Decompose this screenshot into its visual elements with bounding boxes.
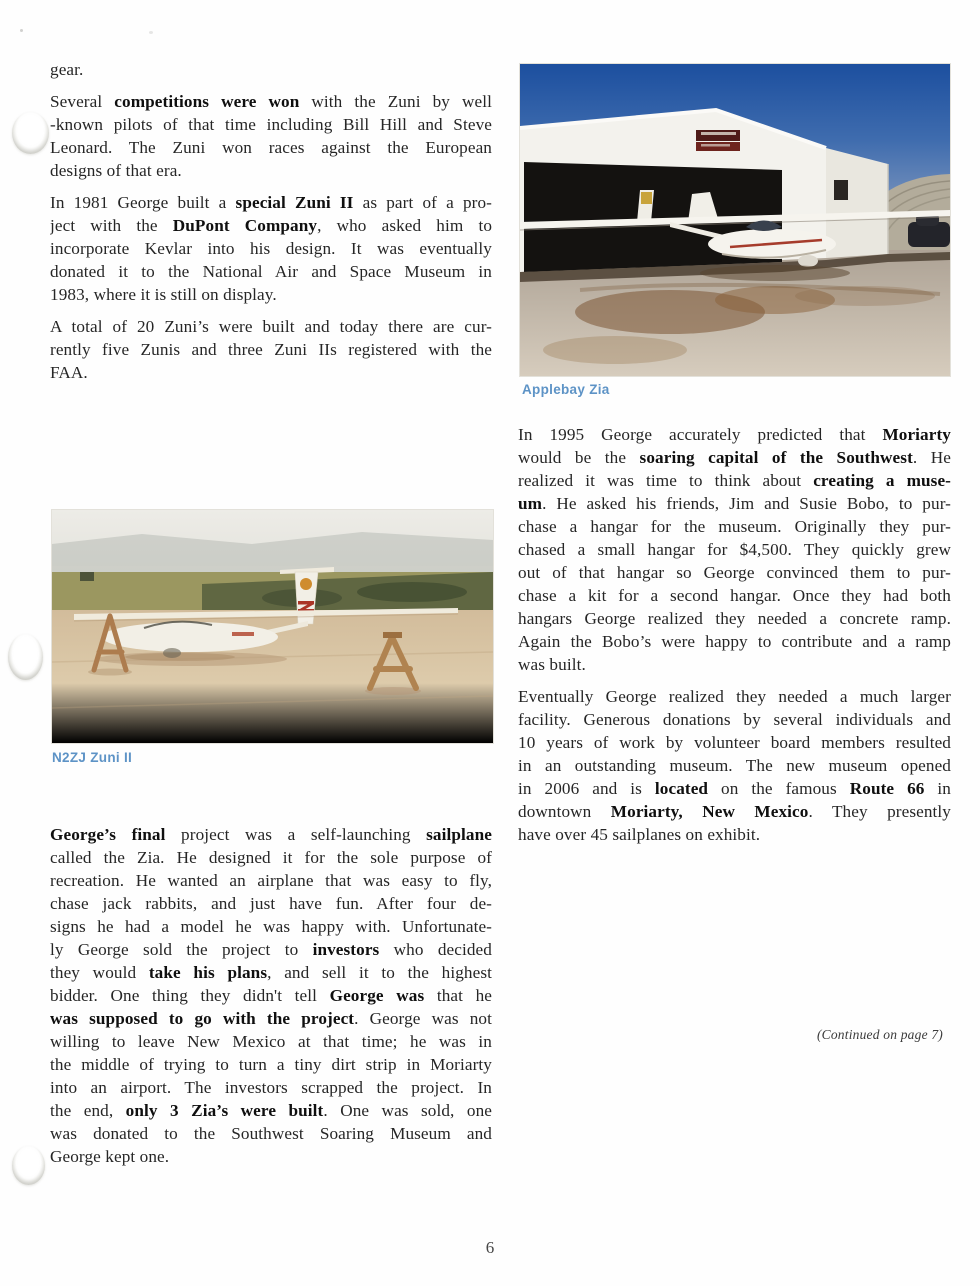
photo-caption-zuni: N2ZJ Zuni II: [52, 750, 133, 765]
text-line: was donated to the Southwest Soaring Museum and: [50, 1124, 492, 1143]
paragraph-zuni-total: [50, 315, 492, 384]
text-line: the middle of trying to turn a tiny dirt strip in Moriarty: [50, 1055, 492, 1074]
scan-speck: [20, 29, 23, 32]
paragraph-museum: [518, 423, 951, 676]
text-line: chase jack rabbits, and just have fun. After four de-: [50, 894, 492, 913]
text-line: In 1995 George accurately predicted that Moriarty: [518, 425, 951, 444]
text-line: chase a hangar for the museum. Originally they pur-: [518, 517, 951, 536]
text-line: Again the Bobo’s were happy to contribute and a ramp: [518, 632, 951, 651]
text-line: um. He asked his friends, Jim and Susie Bobo, to pur-: [518, 494, 951, 513]
photo-caption-zia: Applebay Zia: [522, 382, 610, 397]
text-line: hangars George realized they needed a concrete ramp.: [518, 609, 951, 628]
text-line: incorporate Kevlar into his design. It was eventually: [50, 239, 492, 258]
text-line: the end, only 3 Zia’s were built. One was sold, one: [50, 1101, 492, 1120]
text-line: recreation. He wanted an airplane that was easy to fly,: [50, 871, 492, 890]
text-line: donated it to the National Air and Space Museum in: [50, 262, 492, 281]
photo-applebay-zia-illustration: [520, 64, 950, 376]
binder-hole-middle: [8, 634, 43, 680]
text-line: would be the soaring capital of the Southwest. He: [518, 448, 951, 467]
photo-n2zj-zuni-ii-illustration: [52, 510, 493, 743]
text-line: into an airport. The investors scrapped the project. In: [50, 1078, 492, 1097]
text-line: facility. Generous donations by several individuals and: [518, 710, 951, 729]
field-and-brush: [52, 572, 493, 614]
text-line: bidder. One thing they didn't tell George was that he: [50, 986, 492, 1005]
text-line: chase a kit for a second hangar. Once they had both: [518, 586, 951, 605]
text-line: was built.: [518, 655, 586, 674]
text-line: George’s final project was a self-launching sailplane: [50, 825, 492, 844]
text-line: ly George sold the project to investors who decided: [50, 940, 492, 959]
text-line: FAA.: [50, 363, 88, 382]
left-column-upper-text: [50, 58, 492, 393]
photo-n2zj-zuni-ii: [52, 510, 493, 743]
text-line: In 1981 George built a special Zuni II as part of a pro-: [50, 193, 492, 212]
binder-hole-bottom: [12, 1146, 45, 1185]
paragraph-competitions: [50, 90, 492, 182]
left-column-lower-text: [50, 823, 492, 1177]
photo-applebay-zia: [520, 64, 950, 376]
continued-note: (Continued on page 7): [816, 1027, 943, 1042]
text-line: ject with the DuPont Company, who asked him to: [50, 216, 492, 235]
text-line: Several competitions were won with the Zuni by well: [50, 92, 492, 111]
paragraph-facility: [518, 685, 951, 846]
binder-hole-top: [12, 112, 49, 154]
text-line: 10 years of work by volunteer board members resulted: [518, 733, 951, 752]
text-line: signs he had a model he was happy with. Unfortunate-: [50, 917, 492, 936]
text-line: Leonard. The Zuni won races against the European: [50, 138, 492, 157]
text-line: downtown Moriarty, New Mexico. They presently: [518, 802, 951, 821]
paragraph-zia-project: [50, 823, 492, 1168]
text-line: Eventually George realized they needed a much larger: [518, 687, 951, 706]
text-line: was supposed to go with the project. George was not: [50, 1009, 492, 1028]
scan-speck: [149, 31, 153, 34]
text-line: willing to leave New Mexico at that time; he was in: [50, 1032, 492, 1051]
text-line: George kept one.: [50, 1147, 170, 1166]
text-line: gear.: [50, 60, 84, 79]
text-line: out of that hangar so George convinced them to pur-: [518, 563, 951, 582]
right-column-text: [518, 423, 951, 855]
text-line: A total of 20 Zuni’s were built and today there are cur-: [50, 317, 492, 336]
text-line: designs of that era.: [50, 161, 182, 180]
text-line: in 2006 and is located on the famous Route 66 in: [518, 779, 951, 798]
text-line: rently five Zunis and three Zuni IIs registered with the: [50, 340, 492, 359]
text-line: realized it was time to think about creating a muse-: [518, 471, 951, 490]
text-line: called the Zia. He designed it for the sole purpose of: [50, 848, 492, 867]
text-line: have over 45 sailplanes on exhibit.: [518, 825, 761, 844]
text-line: they would take his plans, and sell it to the highest: [50, 963, 492, 982]
text-line: chased a small hangar for $4,500. They quickly grew: [518, 540, 951, 559]
text-line: 1983, where it is still on display.: [50, 285, 277, 304]
paragraph-gear-fragment: [50, 58, 492, 81]
text-line: -known pilots of that time including Bill Hill and Steve: [50, 115, 492, 134]
paragraph-zuni-ii-dupont: [50, 191, 492, 306]
text-line: in an outstanding museum. The new museum opened: [518, 756, 951, 775]
page-number: 6: [485, 1238, 495, 1257]
